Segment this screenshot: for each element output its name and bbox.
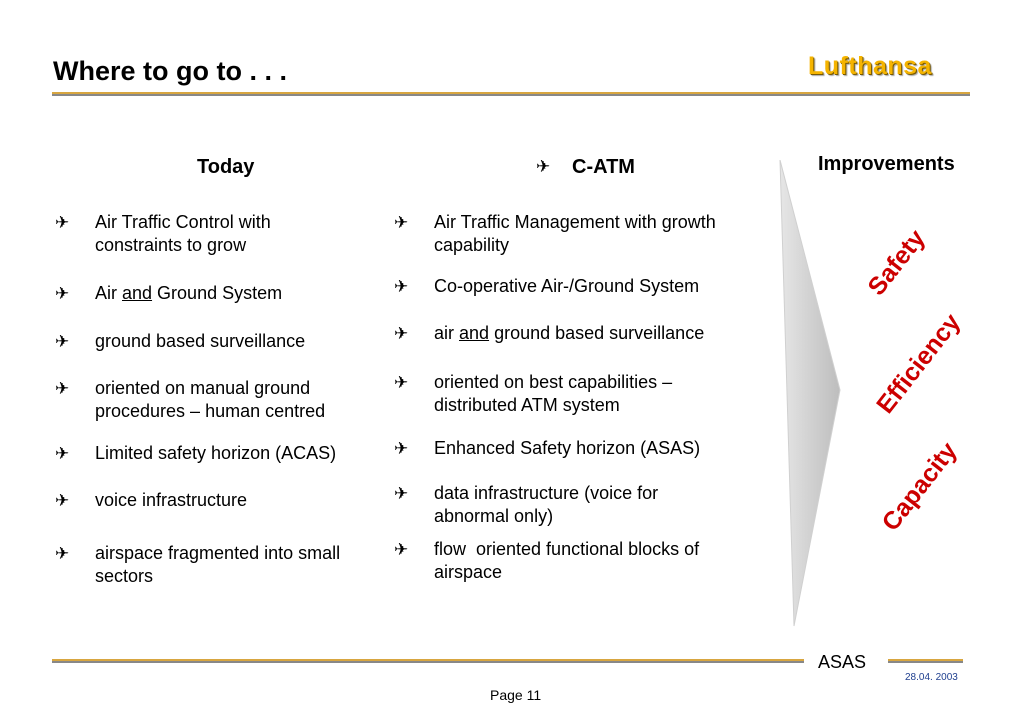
text-line: data infrastructure (voice for [434,483,659,503]
airplane-icon: ✈ [55,332,70,351]
footer-date: 28.04. 2003 [905,672,958,683]
list-item-text [434,371,672,417]
list-item-text [95,377,325,423]
lufthansa-logo: Lufthansa [808,52,932,80]
today-heading: Today [197,156,255,178]
emphasis-underline: and [122,283,153,303]
list-item-text [95,442,336,465]
airplane-icon: ✈ [394,540,409,559]
c-atm-heading: C-ATM [572,156,635,178]
text-line: constraints to grow [95,235,247,255]
page-title: Where to go to . . . [53,56,287,86]
emphasis-underline: and [459,323,490,343]
footer-asas: ASAS [818,652,867,672]
airplane-icon: ✈ [394,484,409,503]
improvement-efficiency: Efficiency [871,308,966,419]
text-line: sectors [95,566,154,586]
text-line: flow oriented functional blocks of [434,539,700,559]
airplane-icon: ✈ [394,439,409,458]
text-line: Co-operative Air-/Ground System [434,276,700,296]
airplane-icon: ✈ [394,277,409,296]
text-line: Air Traffic Control with [95,212,271,232]
improvements-heading: Improvements [818,153,955,175]
text-part: Air [95,283,122,303]
text-line: procedures – human centred [95,401,326,421]
text-line: Limited safety horizon (ACAS) [95,443,337,463]
airplane-icon: ✈ [394,373,409,392]
text-part: air [434,323,460,343]
progression-arrow [770,160,850,630]
text-line: distributed ATM system [434,395,620,415]
footer-divider-right [888,659,963,663]
list-item-text [95,330,305,353]
text-line: abnormal only) [434,506,554,526]
list-item-text [434,538,699,584]
list-item-text [95,542,340,588]
text-line: ground based surveillance [95,331,306,351]
airplane-icon: ✈ [536,157,551,176]
improvement-safety: Safety [862,224,931,301]
list-item-text [95,211,271,257]
page-number: Page 11 [490,687,542,703]
list-item-text [434,482,658,528]
airplane-icon: ✈ [55,213,70,232]
header-divider [52,92,970,96]
airplane-icon: ✈ [55,444,70,463]
list-item-text [95,489,247,512]
list-item-text [434,437,700,460]
list-item-text [434,275,699,298]
footer-divider-left [52,659,804,663]
airplane-icon: ✈ [55,379,70,398]
text-line: Enhanced Safety horizon (ASAS) [434,438,701,458]
airplane-icon: ✈ [55,544,70,563]
text-line: airspace [434,562,503,582]
text-part: Ground System [152,283,283,303]
list-item-text [95,282,282,305]
airplane-icon: ✈ [394,213,409,232]
text-line: capability [434,235,510,255]
airplane-icon: ✈ [55,491,70,510]
airplane-icon: ✈ [55,284,70,303]
list-item-text [434,322,704,345]
text-line: Air Traffic Management with growth [434,212,716,232]
airplane-icon: ✈ [394,324,409,343]
text-part: ground based surveillance [489,323,705,343]
text-line: voice infrastructure [95,490,248,510]
text-line: airspace fragmented into small [95,543,341,563]
text-line: oriented on manual ground [95,378,311,398]
list-item-text [434,211,716,257]
text-line: oriented on best capabilities – [434,372,673,392]
improvement-capacity: Capacity [876,437,963,537]
